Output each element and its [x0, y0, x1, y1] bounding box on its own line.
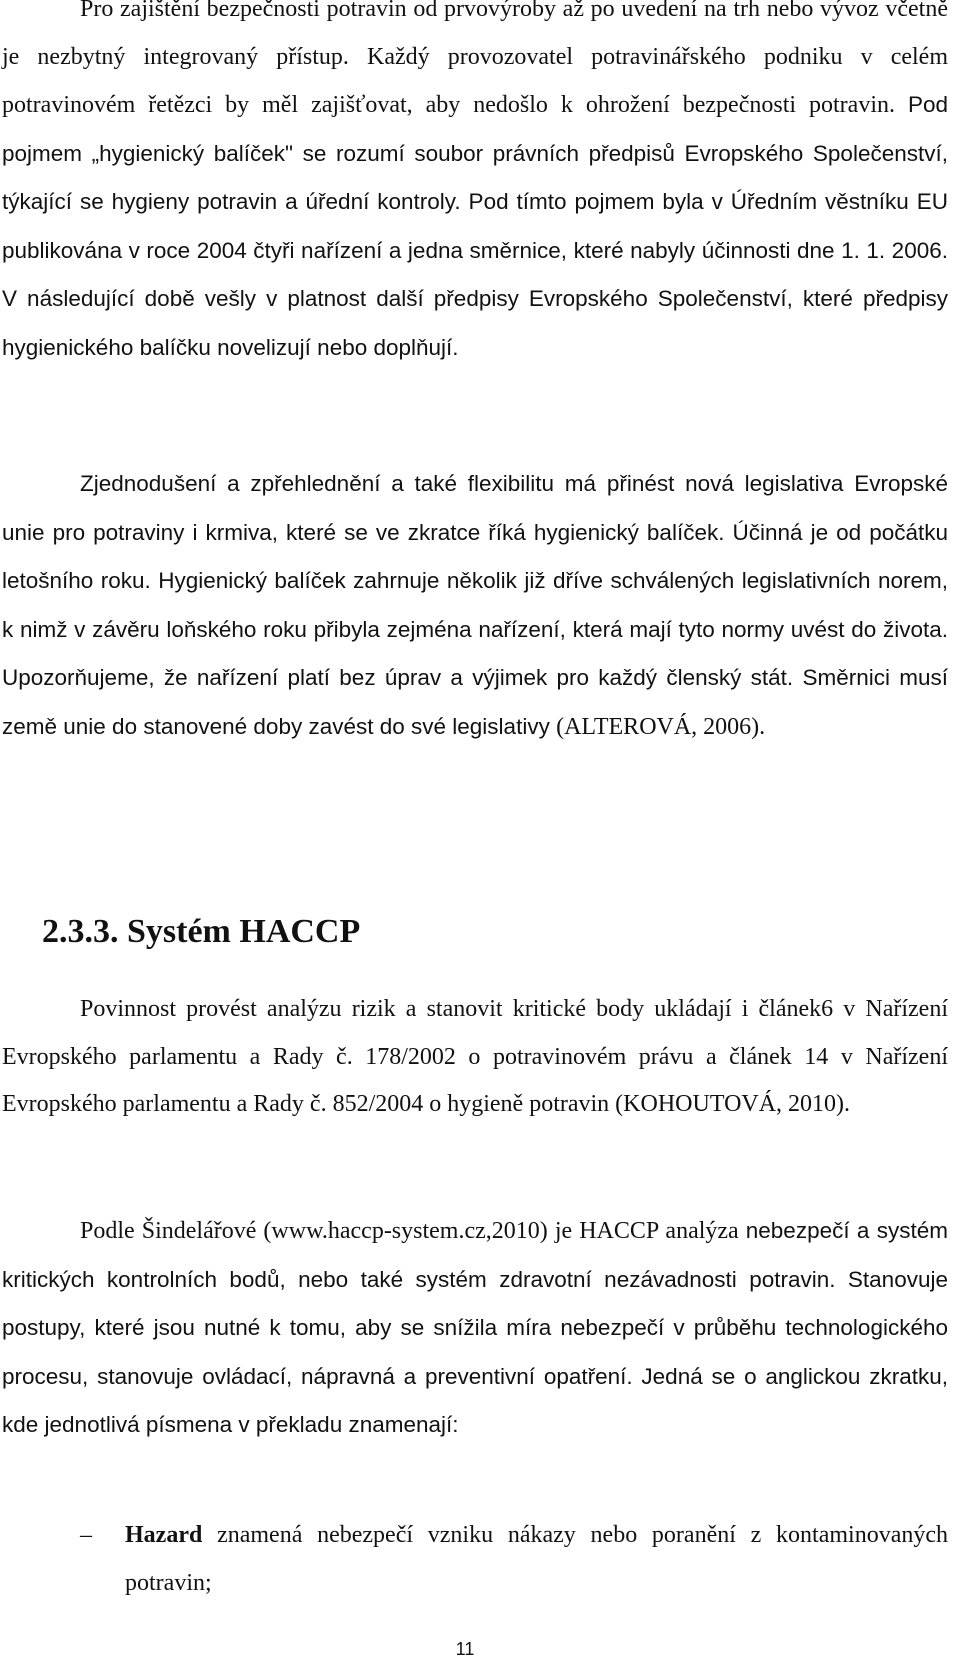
paragraph-text: Podle Šindelářové (www.haccp-system.cz,2010) je HACCP analýza	[80, 1218, 746, 1244]
paragraph-legislation-simplification	[2, 460, 948, 751]
paragraph-text: nebezpečí a systém kritických kontrolních bodů, nebo také systém zdravotní nezávadnosti potravin. Stanovuje postupy, které jsou nutné k tomu, aby se snížila míra nebezpečí v průběhu technologického procesu, stanovuje ovládací, nápravná a preventivní opatření. Jedná se o anglickou zkratku, kde jednotlivá písmena v překladu znamenají:	[2, 1218, 948, 1437]
paragraph-hygiene-package	[2, 0, 948, 372]
list-item-content	[125, 1512, 948, 1607]
list-item-text: znamená nebezpečí vzniku nákazy nebo poranění z kontaminovaných potravin;	[125, 1522, 949, 1596]
list-item-hazard	[0, 1512, 948, 1607]
citation-text: (ALTEROVÁ, 2006).	[556, 713, 766, 740]
list-bullet: –	[80, 1522, 92, 1548]
list-item-term: Hazard	[125, 1522, 203, 1548]
paragraph-text: Pro zajištění bezpečnosti potravin od prvovýroby až po uvedení na trh nebo vývoz včetně je nezbytný integrovaný přístup. Každý provozovatel potravinářského podniku v celém potravinovém řetězci by měl zajišťovat, aby nedošlo k ohrožení bezpečnosti potravin.	[2, 0, 948, 118]
paragraph-text: Pod pojmem „hygienický balíček" se rozumí soubor právních předpisů Evropského Společenství, týkající se hygieny potravin a úřední kontroly. Pod tímto pojmem byla v Úředním věstníku EU publikována v roce 2004 čtyři nařízení a jedna směrnice, které nabyly účinnosti dne 1. 1. 2006. V následující době vešly v platnost další předpisy Evropského Společenství, které předpisy hygienického balíčku novelizují nebo doplňují.	[2, 92, 948, 360]
page-number: 11	[455, 1639, 475, 1659]
paragraph-text: Zjednodušení a zpřehlednění a také flexibilitu má přinést nová legislativa Evropské unie pro potraviny i krmiva, které se ve zkratce říká hygienický balíček. Účinná je od počátku letošního roku. Hygienický balíček zahrnuje několik již dříve schválených legislativních norem, k nimž v závěru loňského roku přibyla zejména nařízení, která mají tyto normy uvést do života. Upozorňujeme, že nařízení platí bez úprav a výjimek pro každý členský stát. Směrnici musí země unie do stanovené doby zavést do své legislativy	[2, 471, 948, 739]
paragraph-text: Povinnost provést analýzu rizik a stanovit kritické body ukládají i článek6 v Nařízení Evropského parlamentu a Rady č. 178/2002 o potravinovém právu a článek 14 v Nařízení Evropského parlamentu a Rady č. 852/2004 o hygieně potravin (KOHOUTOVÁ, 2010).	[2, 996, 948, 1117]
paragraph-haccp-definition	[2, 1207, 948, 1450]
section-heading: 2.3.3. Systém HACCP	[42, 913, 361, 950]
paragraph-risk-analysis	[2, 986, 948, 1129]
